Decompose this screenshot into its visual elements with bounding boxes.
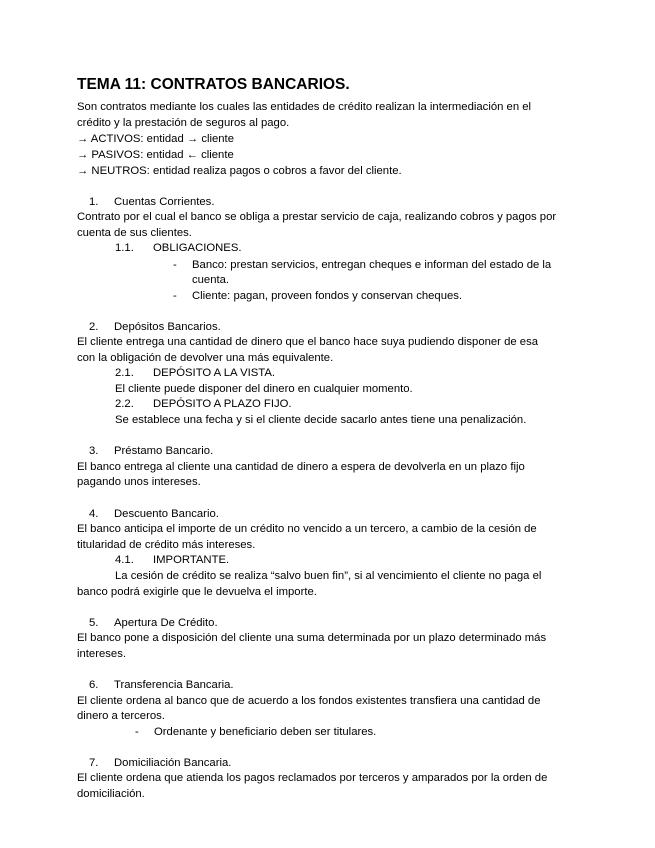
section-2-number: 2. <box>89 321 99 333</box>
subsection-2-1-number: 2.1. <box>115 367 134 379</box>
intro-activos: → ACTIVOS: entidad → cliente <box>77 133 234 145</box>
section-5-text-2: intereses. <box>77 648 126 660</box>
section-1-text-1: Contrato por el cual el banco se obliga a prestar servicio de caja, realizando cobros y pagos por <box>77 211 557 223</box>
subsection-4-1-title: IMPORTANTE. <box>153 554 230 566</box>
subsection-2-2-heading <box>115 397 292 411</box>
section-6-text-1: El cliente ordena al banco que de acuerdo a los fondos existentes transfiera una cantidad de <box>77 695 541 707</box>
section-2-text-1: El cliente entrega una cantidad de dinero que el banco hace suya pudiendo disponer de esa <box>77 336 539 348</box>
subsection-4-1-heading <box>115 553 229 567</box>
section-3-text-1: El banco entrega al cliente una cantidad de dinero a espera de devolverla en un plazo fijo <box>77 461 525 473</box>
bullet-dash: - <box>173 290 177 302</box>
section-1-title: Cuentas Corrientes. <box>114 196 215 208</box>
section-3-title: Préstamo Bancario. <box>114 445 214 457</box>
bullet-cliente: Cliente: pagan, proveen fondos y conservan cheques. <box>192 290 463 302</box>
subsection-4-1-number: 4.1. <box>115 554 134 566</box>
section-5-number: 5. <box>89 617 99 629</box>
section-7-number: 7. <box>89 757 99 769</box>
section-7-text-1: El cliente ordena que atienda los pagos reclamados por terceros y amparados por la orden de <box>77 772 548 784</box>
section-3-heading <box>89 444 213 458</box>
intro-neutros: → NEUTROS: entidad realiza pagos o cobros a favor del cliente. <box>77 165 402 177</box>
bullet-dash: - <box>173 259 177 271</box>
section-7-heading <box>89 756 231 770</box>
section-4-text-1: El banco anticipa el importe de un crédito no vencido a un tercero, a cambio de la cesión de <box>77 523 537 535</box>
subsection-4-1-text-2: banco podrá exigirle que le devuelva el importe. <box>77 586 317 598</box>
section-5-text-1: El banco pone a disposición del cliente una suma determinada por un plazo determinado más <box>77 632 547 644</box>
section-5-title: Apertura De Crédito. <box>114 617 218 629</box>
subsection-2-2-title: DEPÓSITO A PLAZO FIJO. <box>153 398 292 410</box>
section-1-heading <box>89 195 214 209</box>
bullet-banco-line-2: cuenta. <box>192 274 230 286</box>
section-2-heading <box>89 320 221 334</box>
subsection-1-1-heading <box>115 241 242 255</box>
section-2-title: Depósitos Bancarios. <box>114 321 221 333</box>
section-7-text-2: domiciliación. <box>77 788 145 800</box>
section-1-number: 1. <box>89 196 99 208</box>
section-1-text-2: cuenta de sus clientes. <box>77 227 192 239</box>
subsection-4-1-text-1: La cesión de crédito se realiza “salvo buen fin”, si al vencimiento el cliente no paga el <box>115 570 542 582</box>
section-6-text-2: dinero a terceros. <box>77 710 165 722</box>
bullet-banco-line-1: Banco: prestan servicios, entregan cheques e informan del estado de la <box>192 259 552 271</box>
intro-line-1: Son contratos mediante los cuales las entidades de crédito realizan la intermediación en el <box>77 101 532 113</box>
subsection-1-1-title: OBLIGACIONES. <box>153 242 242 254</box>
subsection-2-1-text: El cliente puede disponer del dinero en cualquier momento. <box>115 383 413 395</box>
subsection-1-1-number: 1.1. <box>115 242 134 254</box>
section-3-number: 3. <box>89 445 99 457</box>
section-6-title: Transferencia Bancaria. <box>114 679 234 691</box>
section-3-text-2: pagando unos intereses. <box>77 476 201 488</box>
bullet-titulares: Ordenante y beneficiario deben ser titulares. <box>154 726 377 738</box>
subsection-2-2-number: 2.2. <box>115 398 134 410</box>
section-4-title: Descuento Bancario. <box>114 508 219 520</box>
bullet-dash: - <box>135 726 139 738</box>
section-2-text-2: con la obligación de devolver una más equivalente. <box>77 352 334 364</box>
intro-pasivos: → PASIVOS: entidad ← cliente <box>77 149 234 161</box>
section-4-text-2: titularidad de crédito más intereses. <box>77 539 256 551</box>
page-title: TEMA 11: CONTRATOS BANCARIOS. <box>77 76 350 93</box>
subsection-2-2-text: Se establece una fecha y si el cliente decide sacarlo antes tiene una penalización. <box>115 414 527 426</box>
subsection-2-1-heading <box>115 366 275 380</box>
section-4-number: 4. <box>89 508 99 520</box>
intro-line-2: crédito y la prestación de seguros al pago. <box>77 117 290 129</box>
section-7-title: Domiciliación Bancaria. <box>114 757 232 769</box>
section-4-heading <box>89 507 219 521</box>
subsection-2-1-title: DEPÓSITO A LA VISTA. <box>153 367 276 379</box>
section-6-heading <box>89 678 234 692</box>
section-6-number: 6. <box>89 679 99 691</box>
section-5-heading <box>89 616 218 630</box>
